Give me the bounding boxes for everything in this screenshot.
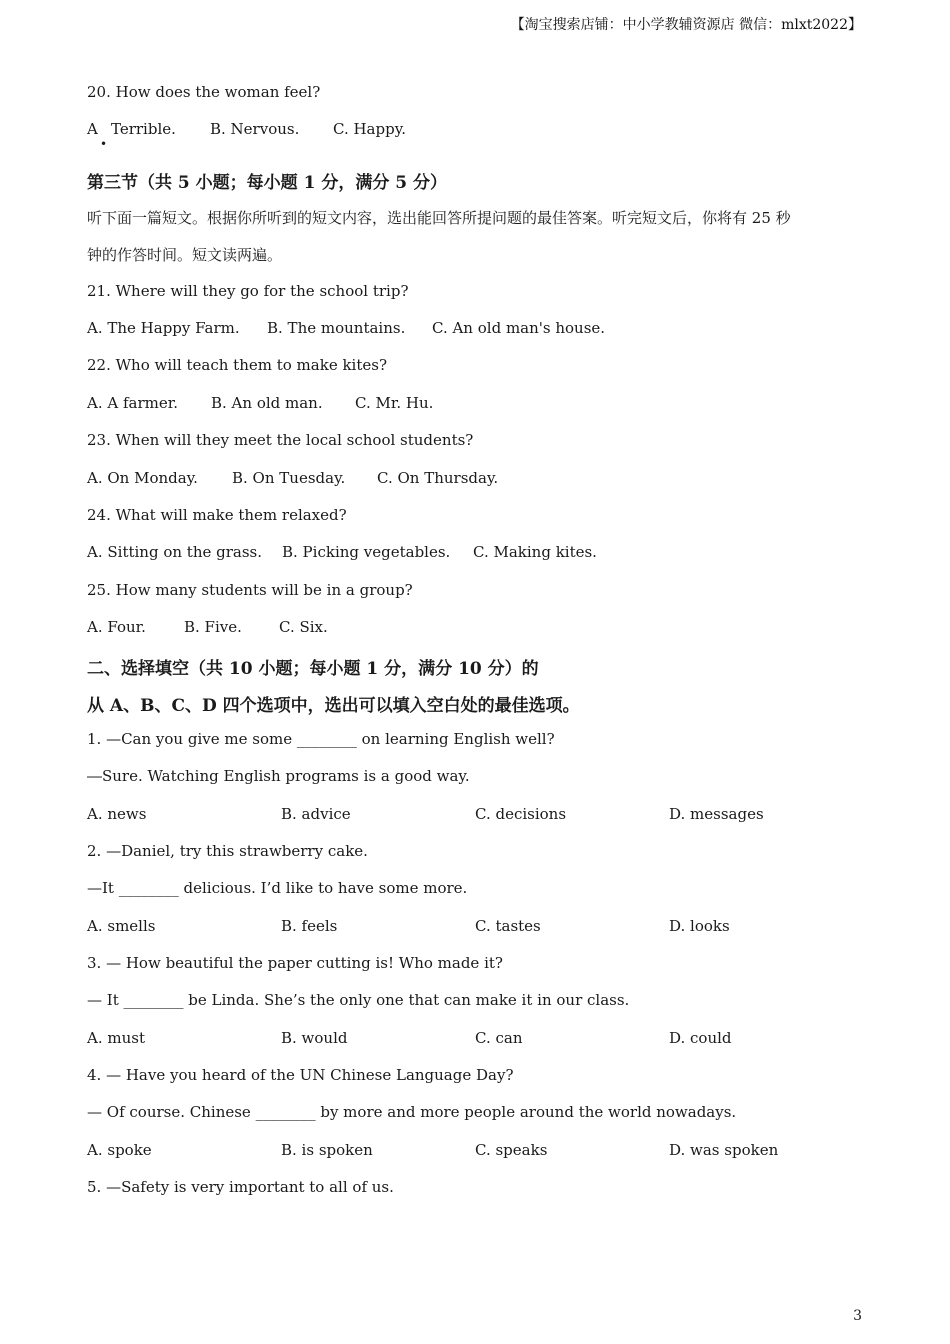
question-2-options bbox=[87, 917, 867, 935]
option-d: D. was spoken bbox=[669, 1141, 779, 1159]
option-c: C. Making kites. bbox=[473, 543, 597, 561]
question-22: 22. Who will teach them to make kites? bbox=[87, 356, 387, 374]
question-5-line-1: 5. —Safety is very important to all of us. bbox=[87, 1178, 394, 1196]
option-c: C. On Thursday. bbox=[377, 469, 499, 487]
question-21-options bbox=[87, 319, 605, 337]
option-b: B. On Tuesday. bbox=[232, 469, 346, 487]
page-number: 3 bbox=[853, 1308, 862, 1324]
question-2-line-2: —It ________ delicious. I’d like to have some more. bbox=[87, 879, 468, 897]
question-1-options bbox=[87, 805, 867, 823]
question-20-options bbox=[87, 120, 406, 138]
section-3-instruction-2: 钟的作答时间。短文读两遍。 bbox=[87, 246, 283, 264]
option-b: B. Nervous. bbox=[210, 120, 300, 138]
option-b: B. An old man. bbox=[211, 394, 323, 412]
page-header: 【淘宝搜索店铺：中小学教辅资源店 微信：mlxt2022】 bbox=[510, 17, 862, 33]
option-d: D. could bbox=[669, 1029, 732, 1047]
option-c: C. speaks bbox=[475, 1141, 548, 1159]
option-a: A. The Happy Farm. bbox=[87, 319, 240, 337]
option-b: B. Picking vegetables. bbox=[282, 543, 451, 561]
question-23-options bbox=[87, 469, 498, 487]
question-1-line-2: ―Sure. Watching English programs is a good way. bbox=[87, 767, 470, 785]
option-c: C. An old man's house. bbox=[432, 319, 606, 337]
question-3-options bbox=[87, 1029, 867, 1047]
option-a: A. smells bbox=[87, 917, 156, 935]
part-2-title: 二、选择填空（共 10 小题；每小题 1 分，满分 10 分）的 bbox=[87, 659, 539, 679]
question-24: 24. What will make them relaxed? bbox=[87, 506, 347, 524]
question-23: 23. When will they meet the local school students? bbox=[87, 431, 474, 449]
question-4-line-1: 4. — Have you heard of the UN Chinese Language Day? bbox=[87, 1066, 514, 1084]
question-25: 25. How many students will be in a group? bbox=[87, 581, 413, 599]
question-4-options bbox=[87, 1141, 867, 1159]
option-c: C. Happy. bbox=[333, 120, 406, 138]
question-21: 21. Where will they go for the school trip? bbox=[87, 282, 409, 300]
option-b: B. Five. bbox=[184, 618, 242, 636]
option-b: B. advice bbox=[281, 805, 351, 823]
option-b: B. would bbox=[281, 1029, 348, 1047]
option-b: B. feels bbox=[281, 917, 338, 935]
question-3-line-1: 3. — How beautiful the paper cutting is! Who made it? bbox=[87, 954, 503, 972]
option-d: D. messages bbox=[669, 805, 764, 823]
option-a: A. Four. bbox=[87, 618, 146, 636]
option-a: A. must bbox=[87, 1029, 145, 1047]
option-b: B. The mountains. bbox=[267, 319, 406, 337]
option-a: A. news bbox=[87, 805, 147, 823]
option-c: C. Mr. Hu. bbox=[355, 394, 434, 412]
option-c: C. decisions bbox=[475, 805, 567, 823]
question-22-options bbox=[87, 394, 433, 412]
option-a-letter: A bbox=[87, 120, 98, 138]
option-a: A. spoke bbox=[87, 1141, 152, 1159]
section-3-instruction-1: 听下面一篇短文。根据你所听到的短文内容，选出能回答所提问题的最佳答案。听完短文后，你将有 25 秒 bbox=[87, 209, 791, 227]
option-a: A. A farmer. bbox=[87, 394, 179, 412]
option-c: C. Six. bbox=[279, 618, 328, 636]
option-c: C. tastes bbox=[475, 917, 541, 935]
question-20: 20. How does the woman feel? bbox=[87, 83, 321, 101]
question-4-line-2: — Of course. Chinese ________ by more and more people around the world nowadays. bbox=[87, 1103, 737, 1121]
question-24-options bbox=[87, 543, 597, 561]
section-3-title: 第三节（共 5 小题；每小题 1 分，满分 5 分） bbox=[87, 173, 447, 193]
option-a: Terrible. bbox=[111, 120, 176, 138]
option-b: B. is spoken bbox=[281, 1141, 373, 1159]
option-c: C. can bbox=[475, 1029, 523, 1047]
part-2-instruction: 从 A、B、C、D 四个选项中，选出可以填入空白处的最佳选项。 bbox=[87, 696, 580, 716]
question-1-line-1: 1. —Can you give me some ________ on learning English well? bbox=[87, 730, 555, 748]
question-25-options bbox=[87, 618, 328, 636]
option-d: D. looks bbox=[669, 917, 730, 935]
question-3-line-2: — It ________ be Linda. She’s the only one that can make it in our class. bbox=[87, 991, 630, 1009]
question-2-line-1: 2. —Daniel, try this strawberry cake. bbox=[87, 842, 368, 860]
option-a: A. Sitting on the grass. bbox=[87, 543, 262, 561]
stray-dot: • bbox=[100, 137, 108, 151]
option-a: A. On Monday. bbox=[87, 469, 198, 487]
